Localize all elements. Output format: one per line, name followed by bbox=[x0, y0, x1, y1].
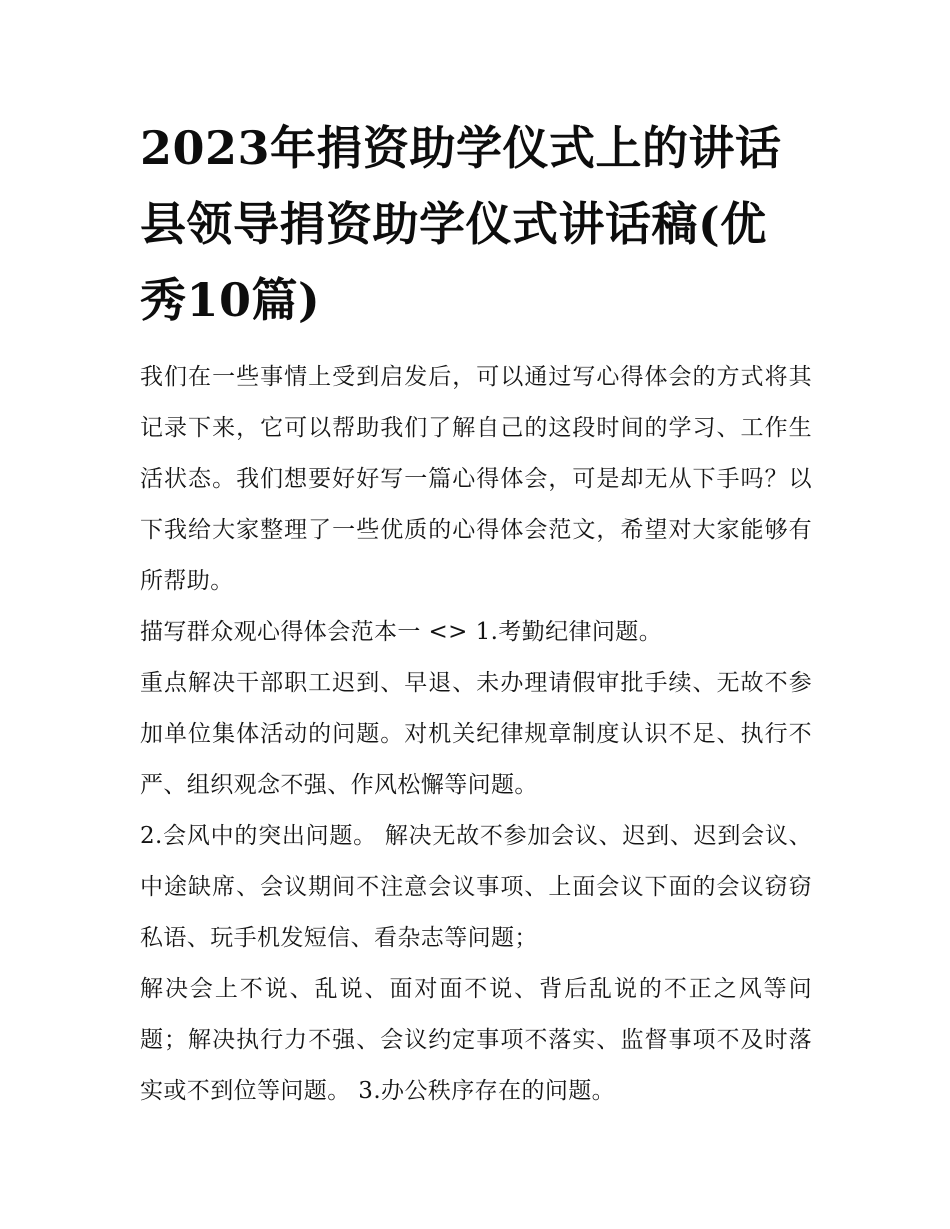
meeting-solution-paragraph: 解决会上不说、乱说、面对面不说、背后乱说的不正之风等问题；解决执行力不强、会议约定事项不落实、监督事项不及时落实或不到位等问题。 3.办公秩序存在的问题。 bbox=[140, 976, 812, 1104]
intro-paragraph: 我们在一些事情上受到启发后，可以通过写心得体会的方式将其记录下来，它可以帮助我们了解自己的这段时间的学习、工作生活状态。我们想要好好写一篇心得体会，可是却无从下手吗？以下我给大家整理了一些优质的心得体会范文，希望对大家能够有所帮助。 bbox=[140, 364, 812, 594]
meeting-issue-paragraph: 2.会风中的突出问题。 解决无故不参加会议、迟到、迟到会议、中途缺席、会议期间不注意会议事项、上面会议下面的会议窃窃私语、玩手机发短信、看杂志等问题； bbox=[140, 823, 812, 951]
section-heading-paragraph: 描写群众观心得体会范本一 <> 1.考勤纪律问题。 bbox=[140, 619, 663, 645]
document-title: 2023年捐资助学仪式上的讲话县领导捐资助学仪式讲话稿(优秀10篇) bbox=[140, 121, 782, 327]
attendance-issue-paragraph: 重点解决干部职工迟到、早退、未办理请假审批手续、无故不参加单位集体活动的问题。对机关纪律规章制度认识不足、执行不严、组织观念不强、作风松懈等问题。 bbox=[140, 670, 812, 798]
document-page bbox=[140, 110, 812, 1117]
